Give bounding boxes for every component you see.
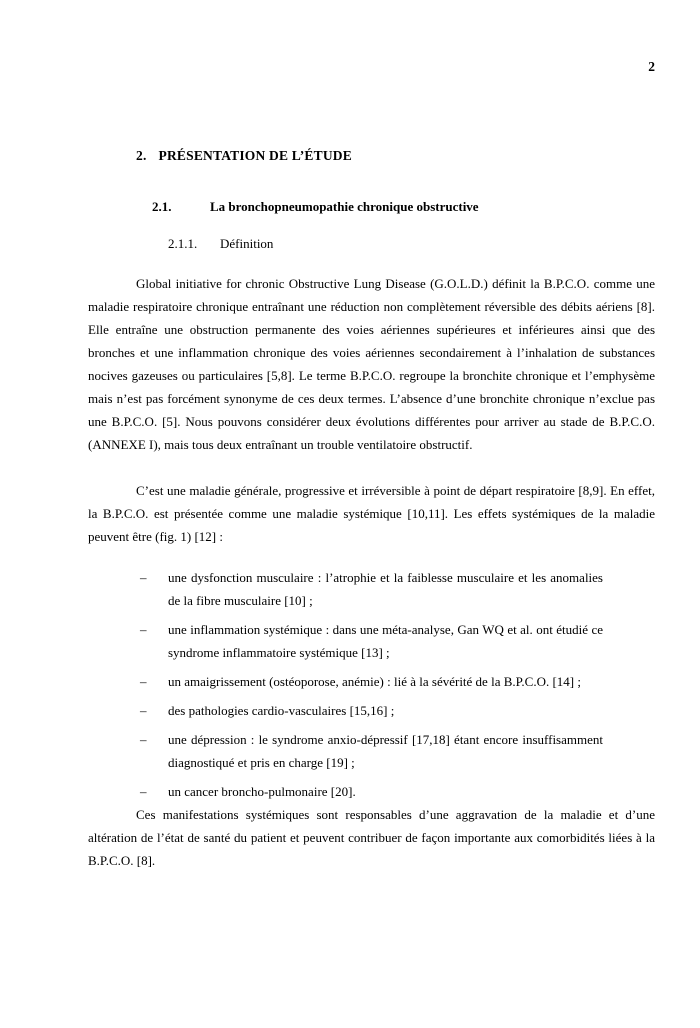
dash-bullet-icon: – xyxy=(140,674,147,689)
list-item-text: un cancer broncho-pulmonaire [20]. xyxy=(168,784,356,799)
dash-bullet-icon: – xyxy=(140,570,147,585)
heading-level-1-number: 2. xyxy=(136,148,147,163)
list-item-text: une dépression : le syndrome anxio-dépressif [17,18] étant encore insuffisamment diagnostiqué et pris en charge [19] ; xyxy=(168,732,603,770)
paragraph-systemic-disease: C’est une maladie générale, progressive et irréversible à point de départ respiratoire [8,9]. En effet, la B.P.C.O. est présentée comme une maladie systémique [10,11]. Les effets systémiques de la maladie peuvent être (fig. 1) [12] : xyxy=(88,483,655,544)
heading-level-2-text: La bronchopneumopathie chronique obstructive xyxy=(210,199,479,214)
body-text-column xyxy=(88,272,655,872)
list-item-text: une inflammation systémique : dans une méta-analyse, Gan WQ et al. ont étudié ce syndrome inflammatoire systémique [13] ; xyxy=(168,622,603,660)
paragraph-definition: Global initiative for chronic Obstructive Lung Disease (G.O.L.D.) définit la B.P.C.O. comme une maladie respiratoire chronique entraînant une réduction non complètement réversible des débits aériens [8]. Elle entraîne une obstruction permanente des voies aériennes supérieures et inférieures ainsi que des bronches et une inflammation chronique des voies aériennes secondairement à l’inhalation de substances nocives gazeuses ou particulaires [5,8]. Le terme B.P.C.O. regroupe la bronchite chronique et l’emphysème mais n’est pas forcément synonyme de ces deux termes. L’absence d’une bronchite chronique n’exclue pas une B.P.C.O. [5]. Nous pouvons considérer deux évolutions différentes pour arriver au stade de B.P.C.O. (ANNEXE I), mais tous deux entraînant un trouble ventilatoire obstructif. xyxy=(88,276,655,452)
list-item xyxy=(140,670,603,693)
list-item-text: une dysfonction musculaire : l’atrophie et la faiblesse musculaire et les anomalies de la fibre musculaire [10] ; xyxy=(168,570,603,608)
dash-bullet-icon: – xyxy=(140,784,147,799)
heading-level-2 xyxy=(152,199,479,215)
list-item-text: des pathologies cardio-vasculaires [15,16] ; xyxy=(168,703,395,718)
page-number: 2 xyxy=(648,59,655,74)
dash-bullet-icon: – xyxy=(140,622,147,637)
heading-level-3 xyxy=(168,236,273,252)
list-item xyxy=(140,780,603,803)
list-item xyxy=(140,728,603,774)
list-item xyxy=(140,618,603,664)
systemic-effects-list xyxy=(88,566,603,803)
dash-bullet-icon: – xyxy=(140,732,147,747)
list-item xyxy=(140,566,603,612)
heading-level-1 xyxy=(136,148,352,164)
heading-level-3-text: Définition xyxy=(220,236,274,251)
list-item xyxy=(140,699,603,722)
heading-level-3-number: 2.1.1. xyxy=(168,236,198,251)
paragraph-conclusion: Ces manifestations systémiques sont responsables d’une aggravation de la maladie et d’une altération de l’état de santé du patient et peuvent contribuer de façon importante aux comorbidités liées à la B.P.C.O. [8]. xyxy=(88,807,655,868)
dash-bullet-icon: – xyxy=(140,703,147,718)
heading-level-1-text: PRÉSENTATION DE L’ÉTUDE xyxy=(158,148,352,163)
heading-level-2-number: 2.1. xyxy=(152,199,172,214)
list-item-text: un amaigrissement (ostéoporose, anémie) : lié à la sévérité de la B.P.C.O. [14] ; xyxy=(168,674,581,689)
